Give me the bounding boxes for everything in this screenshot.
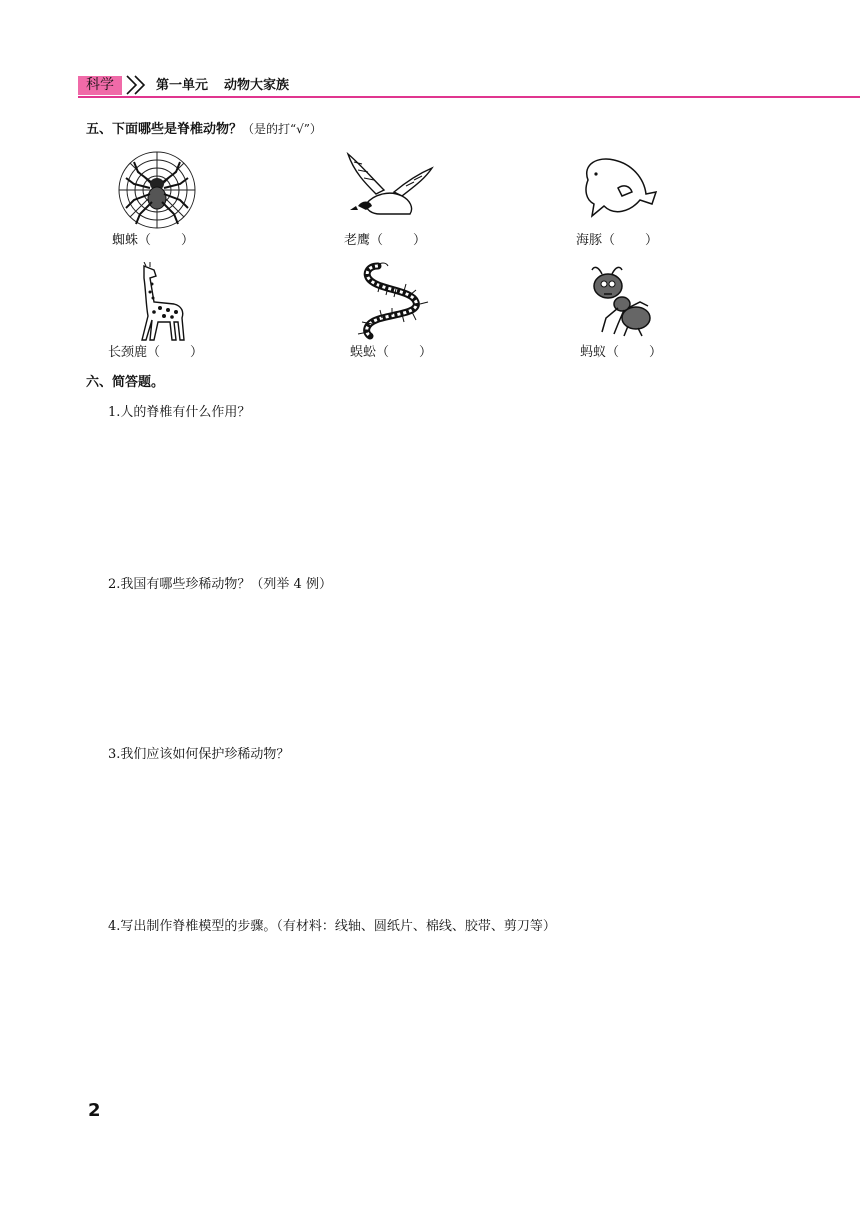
animal-label: 蜘蛛（ ） <box>112 233 195 248</box>
giraffe-icon <box>130 262 200 342</box>
animal-item-eagle <box>340 150 470 250</box>
animal-label: 长颈鹿（ ） <box>108 345 204 360</box>
animal-item-ant <box>578 262 708 362</box>
spider-icon <box>114 150 200 232</box>
question-4: 4.写出制作脊椎模型的步骤。（有材料：线轴、圆纸片、棉线、胶带、剪刀等） <box>108 919 556 934</box>
question-3: 3.我们应该如何保护珍稀动物？ <box>108 747 290 762</box>
question-1: 1.人的脊椎有什么作用？ <box>108 405 251 420</box>
page-number: 2 <box>88 1100 101 1121</box>
animal-label: 海豚（ ） <box>576 233 659 248</box>
animal-item-dolphin <box>574 150 704 250</box>
page-header <box>78 74 860 98</box>
centipede-icon <box>350 262 432 340</box>
unit-title <box>156 76 289 95</box>
animal-label: 蚂蚁（ ） <box>580 345 663 360</box>
section-6-heading: 六、简答题。 <box>86 375 165 390</box>
dolphin-icon <box>574 150 660 226</box>
animal-item-spider <box>112 150 242 250</box>
question-2: 2.我国有哪些珍稀动物？（列举 4 例） <box>108 577 332 592</box>
unit-topic: 动物大家族 <box>224 78 290 93</box>
section-5-note: （是的打“√”） <box>242 122 322 136</box>
eagle-icon <box>340 150 440 226</box>
double-chevron-icon <box>124 74 152 96</box>
section-5-heading <box>86 120 322 139</box>
unit-number: 第一单元 <box>156 78 209 93</box>
animal-label: 老鹰（ ） <box>344 233 427 248</box>
animal-item-centipede <box>350 262 480 362</box>
animal-item-giraffe <box>108 262 238 362</box>
subject-tab: 科学 <box>78 76 122 95</box>
section-5-title: 五、下面哪些是脊椎动物？ <box>86 122 243 137</box>
ant-icon <box>584 262 658 338</box>
animal-label: 蜈蚣（ ） <box>350 345 433 360</box>
